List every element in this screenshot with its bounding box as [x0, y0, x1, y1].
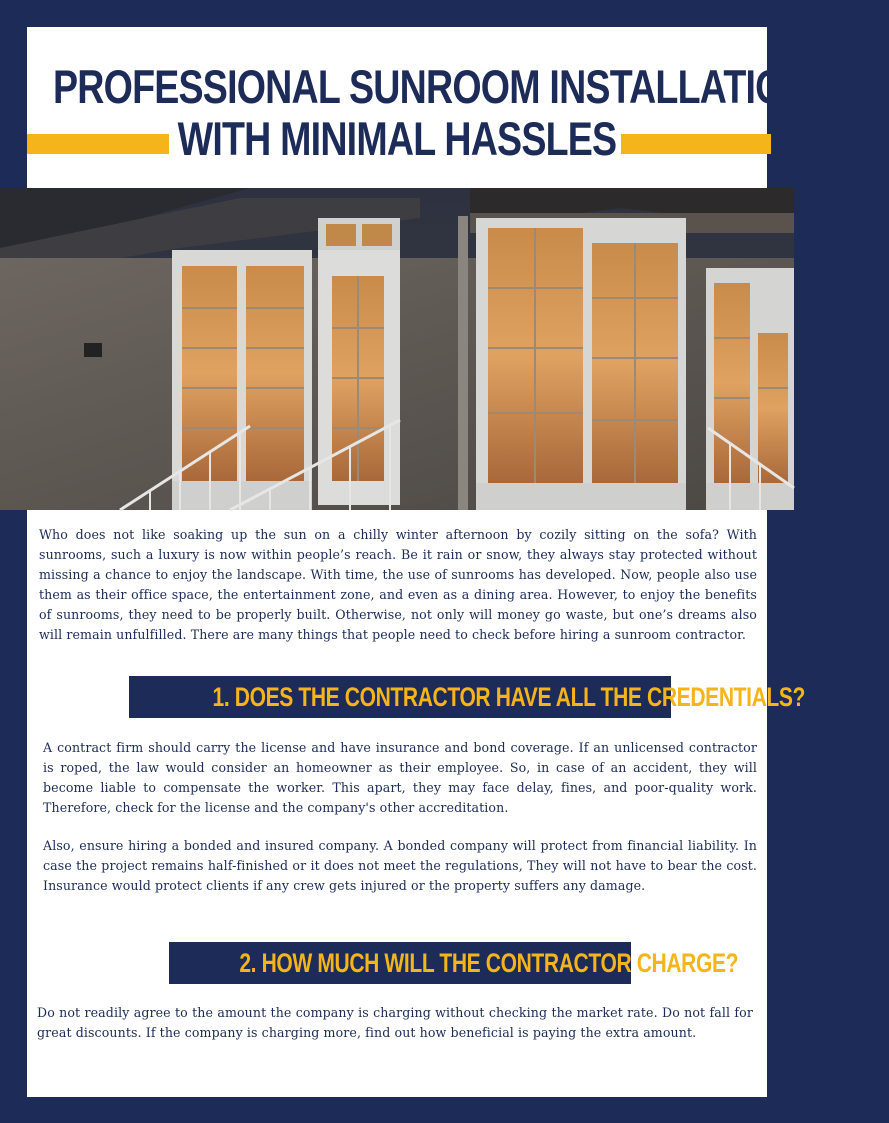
- charges-paragraph: Do not readily agree to the amount the company is charging without checking the market rate. Do not fall for great discounts. If the company is charging more, find out how beneficial is paying the extra amount.: [37, 1005, 753, 1040]
- page-title-line-2: WITH MINIMAL HASSLES: [177, 112, 617, 165]
- title-block: [27, 27, 835, 189]
- credentials-paragraph-1: A contract firm should carry the license and have insurance and bond coverage. If an unlicensed contractor is roped, the law would consider an homeowner as their employee. So, in case of an accident, they will become liable to compensate the worker. This apart, they may face delay, fines, and poor-quality work. Therefore, check for the license and the company's other accreditation.: [43, 740, 757, 815]
- section-heading-charges-text: 2. HOW MUCH WILL THE CONTRACTOR CHARGE?: [239, 948, 739, 978]
- page-title-line-1: PROFESSIONAL SUNROOM INSTALLATIONS: [53, 60, 835, 113]
- section-heading-credentials-text: 1. DOES THE CONTRACTOR HAVE ALL THE CREDENTIALS?: [212, 682, 805, 712]
- intro-paragraph: Who does not like soaking up the sun on a chilly winter afternoon by cozily sitting on the sofa? With sunrooms, such a luxury is now within people’s reach. Be it rain or snow, they always stay protected without missing a chance to enjoy the landscape. With time, the use of sunrooms has developed. Now, people also use them as their office space, the entertainment zone, and even as a dining area. However, to enjoy the benefits of sunrooms, they need to be properly built. Otherwise, not only will money go waste, but one’s dreams also will remain unfulfilled. There are many things that people need to check before hiring a sunroom contractor.: [39, 527, 757, 642]
- sunroom-photo: [0, 188, 794, 510]
- credentials-paragraph-2: Also, ensure hiring a bonded and insured company. A bonded company will protect from financial liability. In case the project remains half-finished or it does not meet the regulations, They will not have to bear the cost. Insurance would protect clients if any crew gets injured or the property suffers any damage.: [43, 838, 757, 893]
- section-heading-credentials: [129, 676, 805, 718]
- section-heading-charges: [169, 942, 739, 984]
